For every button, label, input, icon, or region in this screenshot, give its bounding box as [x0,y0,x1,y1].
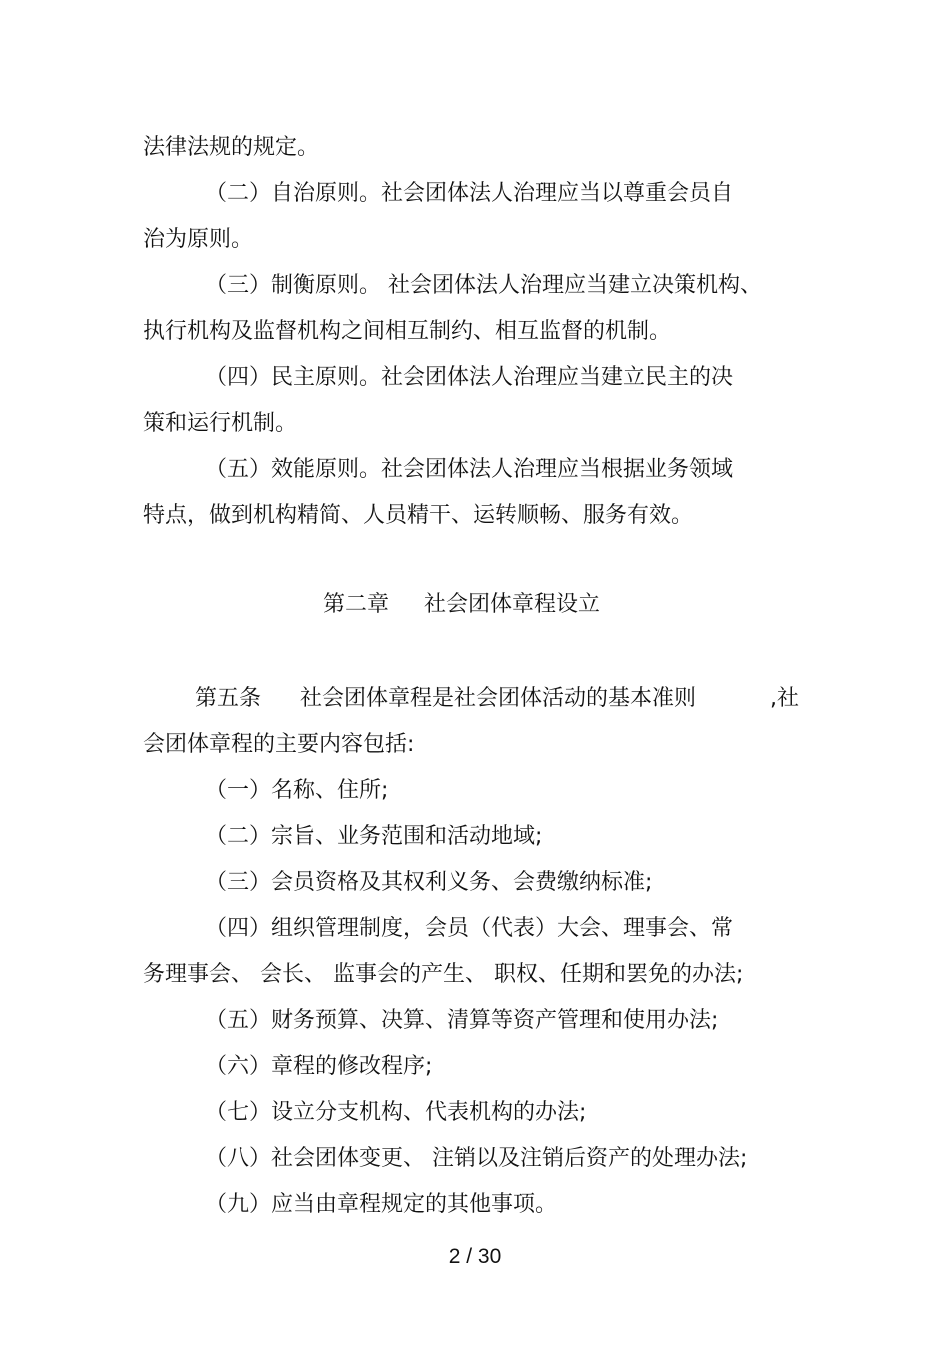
list-item: （六）章程的修改程序; [205,1054,433,1079]
article-text-tail: ,社 [770,686,799,711]
article-label: 第五条 [195,686,262,711]
page-number: 2 / 30 [448,1245,502,1268]
principle-line: （五）效能原则。社会团体法人治理应当根据业务领域 [205,457,734,482]
principle-line: （三）制衡原则。 社会团体法人治理应当建立决策机构、 [205,273,762,298]
article-continuation: 会团体章程的主要内容包括: [143,732,415,757]
body-line: 策和运行机制。 [143,411,298,436]
body-line: 治为原则。 [143,227,254,252]
chapter-heading [323,590,600,620]
principle-line: （四）民主原则。社会团体法人治理应当建立民主的决 [205,365,734,390]
list-item: （四）组织管理制度，会员（代表）大会、理事会、常 [205,916,734,941]
body-line: 执行机构及监督机构之间相互制约、相互监督的机制。 [143,319,672,344]
chapter-label: 第二章 [323,592,390,617]
chapter-title: 社会团体章程设立 [424,592,601,617]
list-item: （五）财务预算、决算、清算等资产管理和使用办法; [205,1008,719,1033]
list-item: （二）宗旨、业务范围和活动地域; [205,824,543,849]
list-item: （一）名称、住所; [205,778,389,803]
list-item: （八）社会团体变更、 注销以及注销后资产的处理办法; [205,1146,748,1171]
list-item: （七）设立分支机构、代表机构的办法; [205,1100,587,1125]
article-heading [195,684,799,714]
list-item: （九）应当由章程规定的其他事项。 [205,1192,558,1217]
body-line: 特点，做到机构精简、人员精干、运转顺畅、服务有效。 [143,503,694,528]
article-text: 社会团体章程是社会团体活动的基本准则 [300,686,697,711]
list-item-continuation: 务理事会、 会长、 监事会的产生、 职权、任期和罢免的办法; [143,962,744,987]
list-item: （三）会员资格及其权利义务、会费缴纳标准; [205,870,653,895]
body-line: 法律法规的规定。 [143,135,320,160]
principle-line: （二）自治原则。社会团体法人治理应当以尊重会员自 [205,181,734,206]
